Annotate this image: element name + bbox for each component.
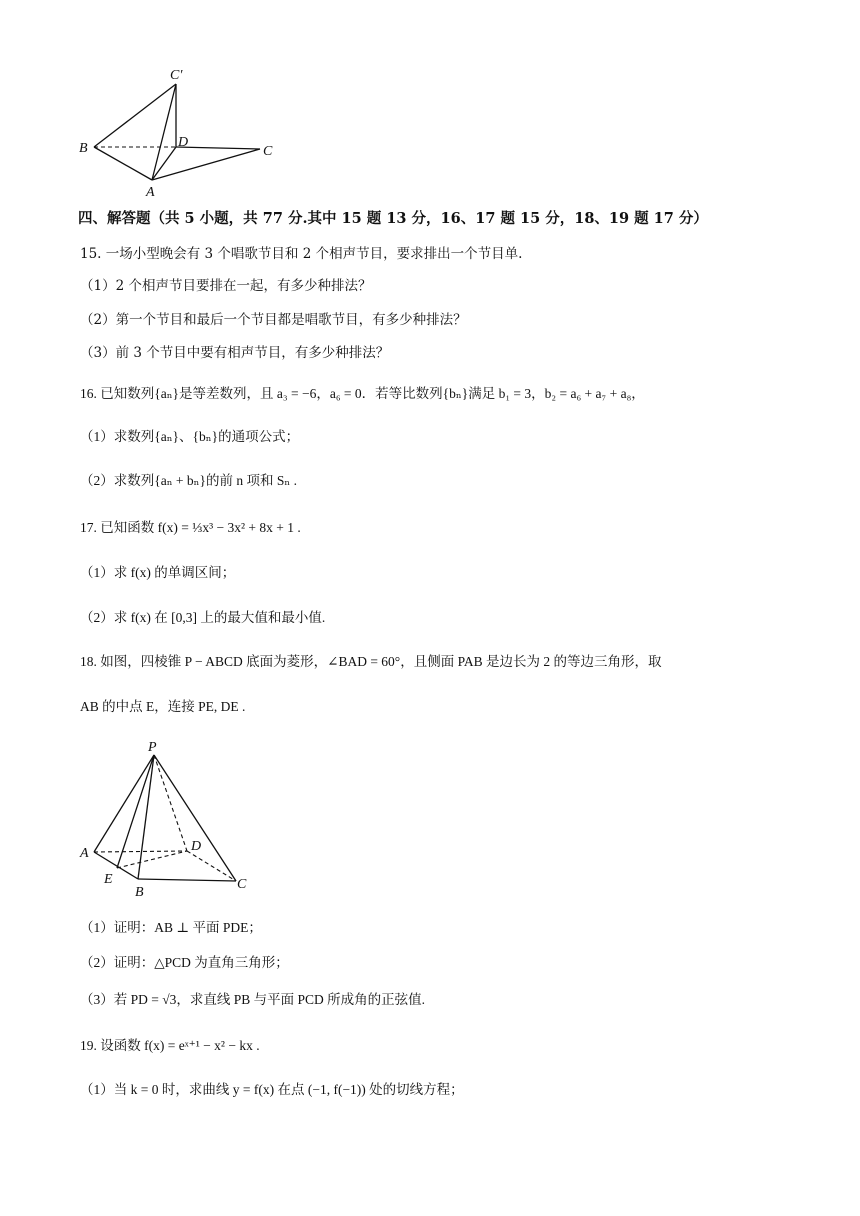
label-a2: A [80,846,89,861]
label-c: C [263,144,273,159]
label-p: P [148,740,157,755]
q16-part1: （1）求数列{aₙ}、{bₙ}的通项公式； [80,429,300,444]
q19-part1: （1）当 k = 0 时，求曲线 y = f(x) 在点 (−1, f(−1)) 处的切线方程； [80,1082,464,1097]
label-e: E [104,872,113,887]
q15-part2: （2）第一个节目和最后一个节目都是唱歌节目，有多少种排法？ [80,312,467,328]
label-a: A [146,185,155,200]
q18-stem-line1: 18. 如图，四棱锥 P − ABCD 底面为菱形，∠BAD = 60°，且侧面 PAB 是边长为 2 的等边三角形，取 [80,654,662,669]
q15-part3: （3）前 3 个节目中要有相声节目，有多少种排法？ [80,345,390,361]
section-heading: 四、解答题（共 5 小题，共 77 分.其中 15 题 13 分，16、17 题 15 分，18、19 题 17 分） [78,210,708,227]
label-d2: D [191,839,202,854]
q17-part2: （2）求 f(x) 在 [0,3] 上的最大值和最小值. [80,610,326,625]
q17-part1: （1）求 f(x) 的单调区间； [80,565,236,580]
fold-triangle-figure [70,62,290,202]
label-c-prime: C′ [170,68,183,83]
label-d: D [178,135,189,150]
label-b2: B [135,885,144,900]
q17-stem: 17. 已知函数 f(x) = ⅓x³ − 3x² + 8x + 1 . [80,520,301,535]
pyramid-figure [70,735,270,905]
q18-part3: （3）若 PD = √3，求直线 PB 与平面 PCD 所成角的正弦值. [80,992,426,1007]
q15-part1: （1）2 个相声节目要排在一起，有多少种排法？ [80,278,372,294]
q16-stem: 16. 已知数列{aₙ}是等差数列，且 a₃ = −6，a₆ = 0．若等比数列{bₙ}满足 b₁ = 3，b₂ = a₆ + a₇ + a₈， [80,386,645,401]
q18-part1: （1）证明：AB ⊥ 平面 PDE； [80,920,262,935]
q16-part2: （2）求数列{aₙ + bₙ}的前 n 项和 Sₙ . [80,473,297,488]
q18-stem-line2: AB 的中点 E，连接 PE, DE . [80,699,246,714]
label-b: B [79,141,88,156]
q15-stem: 15. 一场小型晚会有 3 个唱歌节目和 2 个相声节目，要求排出一个节目单. [80,246,523,262]
q18-part2: （2）证明：△PCD 为直角三角形； [80,955,289,970]
label-c2: C [237,877,247,892]
q19-stem: 19. 设函数 f(x) = eˣ⁺¹ − x² − kx . [80,1038,260,1053]
